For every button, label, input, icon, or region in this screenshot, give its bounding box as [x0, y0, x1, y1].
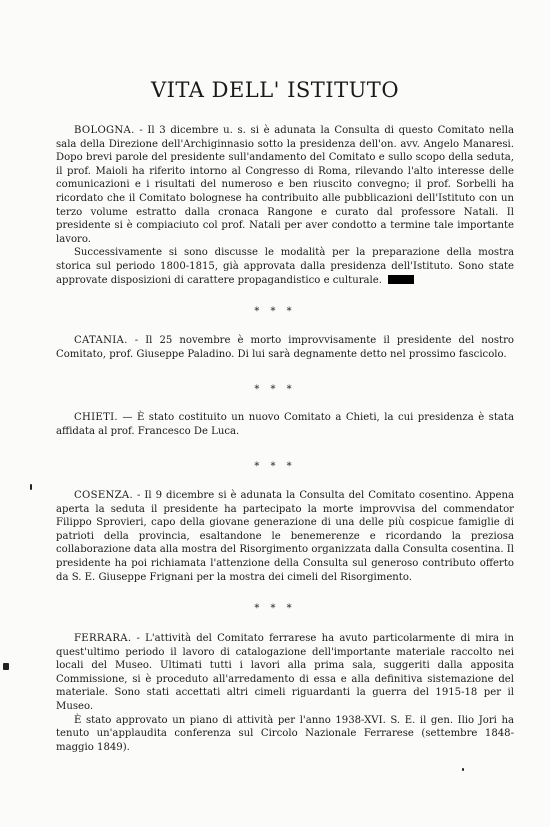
- paragraph-text: Successivamente si sono discusse le modalità per la preparazione della mostra storica sul periodo 1800-1815, già approvata dalla presidenza dell'Istituto. Sono state approvate disposizioni di carattere propagandistico e culturale.: [56, 247, 514, 286]
- paragraph: [56, 489, 514, 584]
- paragraph: [56, 246, 514, 287]
- paragraph: [56, 411, 514, 438]
- paragraph: [56, 334, 514, 361]
- section-separator: * * *: [254, 384, 296, 395]
- paragraph-text: - Il 3 dicembre u. s. si è adunata la Consulta di questo Comitato nella sala della Direzione dell'Archiginnasio sotto la presidenza dell'on. avv. Angelo Manaresi. Dopo brevi parole del presidente sull'andamento del Comitato e sullo scopo della seduta, il prof. Maioli ha riferito intorno al Congresso di Roma, rilevando l'alto interesse delle comunicazioni e i risultati del numeroso e ben riuscito convegno; il prof. Sorbelli ha ricordato che il Comitato bolognese ha contribuito alle pubblicazioni dell'Istituto con un terzo volume estratto dalla cronaca Rangone e curato dal professore Natali. Il presidente si è compiaciuto col prof. Natali per aver condotto a termine tale importante lavoro.: [56, 125, 514, 245]
- paragraph-text: È stato approvato un piano di attività per l'anno 1938-XVI. S. E. il gen. Ilio Jori ha tenuto un'applaudita conferenza sul Circolo Nazionale Ferrarese (settembre 1848-maggio 1849).: [56, 714, 514, 753]
- section-cosenza: [56, 489, 514, 584]
- paragraph-text: - Il 25 novembre è morto improvvisamente il presidente del nostro Comitato, prof. Giuseppe Paladino. Di lui sarà degnamente detto nel prossimo fascicolo.: [56, 335, 514, 360]
- city-name: COSENZA.: [74, 490, 134, 501]
- page-title: VITA DELL' ISTITUTO: [150, 78, 400, 103]
- section-ferrara: [56, 632, 514, 754]
- margin-mark: [462, 768, 464, 771]
- section-separator: * * *: [254, 461, 296, 472]
- paragraph-text: - Il 9 dicembre si è adunata la Consulta del Comitato cosentino. Appena aperta la seduta il presidente ha partecipato la morte improvvisa del commendator Filippo Sprovieri, capo della giovane generazione di una delle più cospicue famiglie di patrioti della provincia, esaltandone le benemerenze e ricordando la preziosa collaborazione data alla mostra del Risorgimento organizzata dalla Consulta cosentina. Il presidente ha poi richiamata l'attenzione della Consulta sul generoso contributo offerto da S. E. Giuseppe Frignani per la mostra dei cimeli del Risorgimento.: [56, 490, 514, 583]
- redaction-mark: [388, 275, 414, 284]
- city-name: FERRARA.: [74, 633, 132, 644]
- paragraph: [56, 632, 514, 714]
- paragraph-text: - L'attività del Comitato ferrarese ha avuto particolarmente di mira in quest'ultimo periodo il lavoro di catalogazione dell'importante materiale raccolto nei locali del Museo. Ultimati tutti i lavori alla prima sala, suggeriti dalla apposita Commissione, si è proceduto all'arredamento di essa e alla definitiva sistemazione del materiale. Sono stati accettati altri cimeli riguardanti la guerra del 1915-18 per il Museo.: [56, 633, 514, 712]
- margin-mark: [30, 484, 32, 490]
- city-name: CATANIA.: [74, 335, 128, 346]
- margin-mark: [3, 663, 9, 670]
- section-separator: * * *: [254, 603, 296, 614]
- section-catania: [56, 334, 514, 361]
- paragraph: [56, 714, 514, 755]
- city-name: BOLOGNA.: [74, 125, 135, 136]
- paragraph: [56, 124, 514, 246]
- section-chieti: [56, 411, 514, 438]
- section-separator: * * *: [254, 306, 296, 317]
- city-name: CHIETI.: [74, 412, 118, 423]
- paragraph-text: — È stato costituito un nuovo Comitato a Chieti, la cui presidenza è stata affidata al prof. Francesco De Luca.: [56, 412, 514, 437]
- section-bologna: [56, 124, 514, 287]
